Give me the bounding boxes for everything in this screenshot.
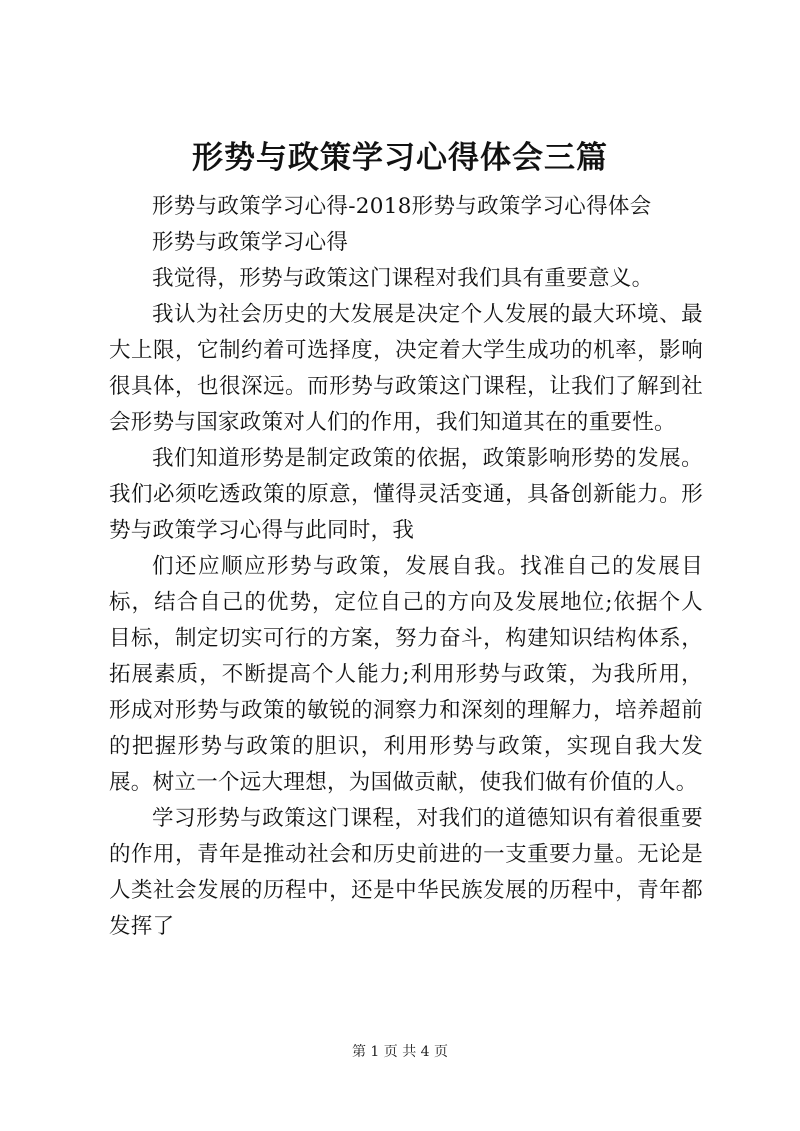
paragraph-3: 我觉得，形势与政策这门课程对我们具有重要意义。 (152, 266, 654, 291)
document-title: 形势与政策学习心得体会三篇 (192, 140, 608, 176)
page-number-footer: 第 1 页 共 4 页 (351, 1044, 449, 1060)
paragraph-4: 我认为社会历史的大发展是决定个人发展的最大环境、最大上限，它制约着可选择度，决定着大学生成功的机率，影响很具体，也很深远。而形势与政策这门课程，让我们了解到社会形势与国家政策对人们的作用，我们知道其在的重要性。 (109, 302, 703, 435)
paragraph-6: 们还应顺应形势与政策，发展自我。找准自己的发展目标，结合自己的优势，定位自己的方向及发展地位;依据个人目标，制定切实可行的方案，努力奋斗，构建知识结构体系，拓展素质，不断提高个人能力;利用形势与政策，为我所用，形成对形势与政策的敏锐的洞察力和深刻的理解力，培养超前的把握形势与政策的胆识，利用形势与政策，实现自我大发展。树立一个远大理想，为国做贡献，使我们做有价值的人。 (109, 554, 703, 795)
paragraph-1: 形势与政策学习心得-2018形势与政策学习心得体会 (152, 194, 652, 219)
paragraph-7: 学习形势与政策这门课程，对我们的道德知识有着很重要的作用，青年是推动社会和历史前进的一支重要力量。无论是人类社会发展的历程中，还是中华民族发展的历程中，青年都发挥了 (109, 806, 703, 939)
paragraph-2: 形势与政策学习心得 (152, 230, 349, 255)
paragraph-5: 我们知道形势是制定政策的依据，政策影响形势的发展。我们必须吃透政策的原意，懂得灵活变通，具备创新能力。形势与政策学习心得与此同时，我 (109, 446, 703, 543)
document-body (109, 189, 703, 945)
